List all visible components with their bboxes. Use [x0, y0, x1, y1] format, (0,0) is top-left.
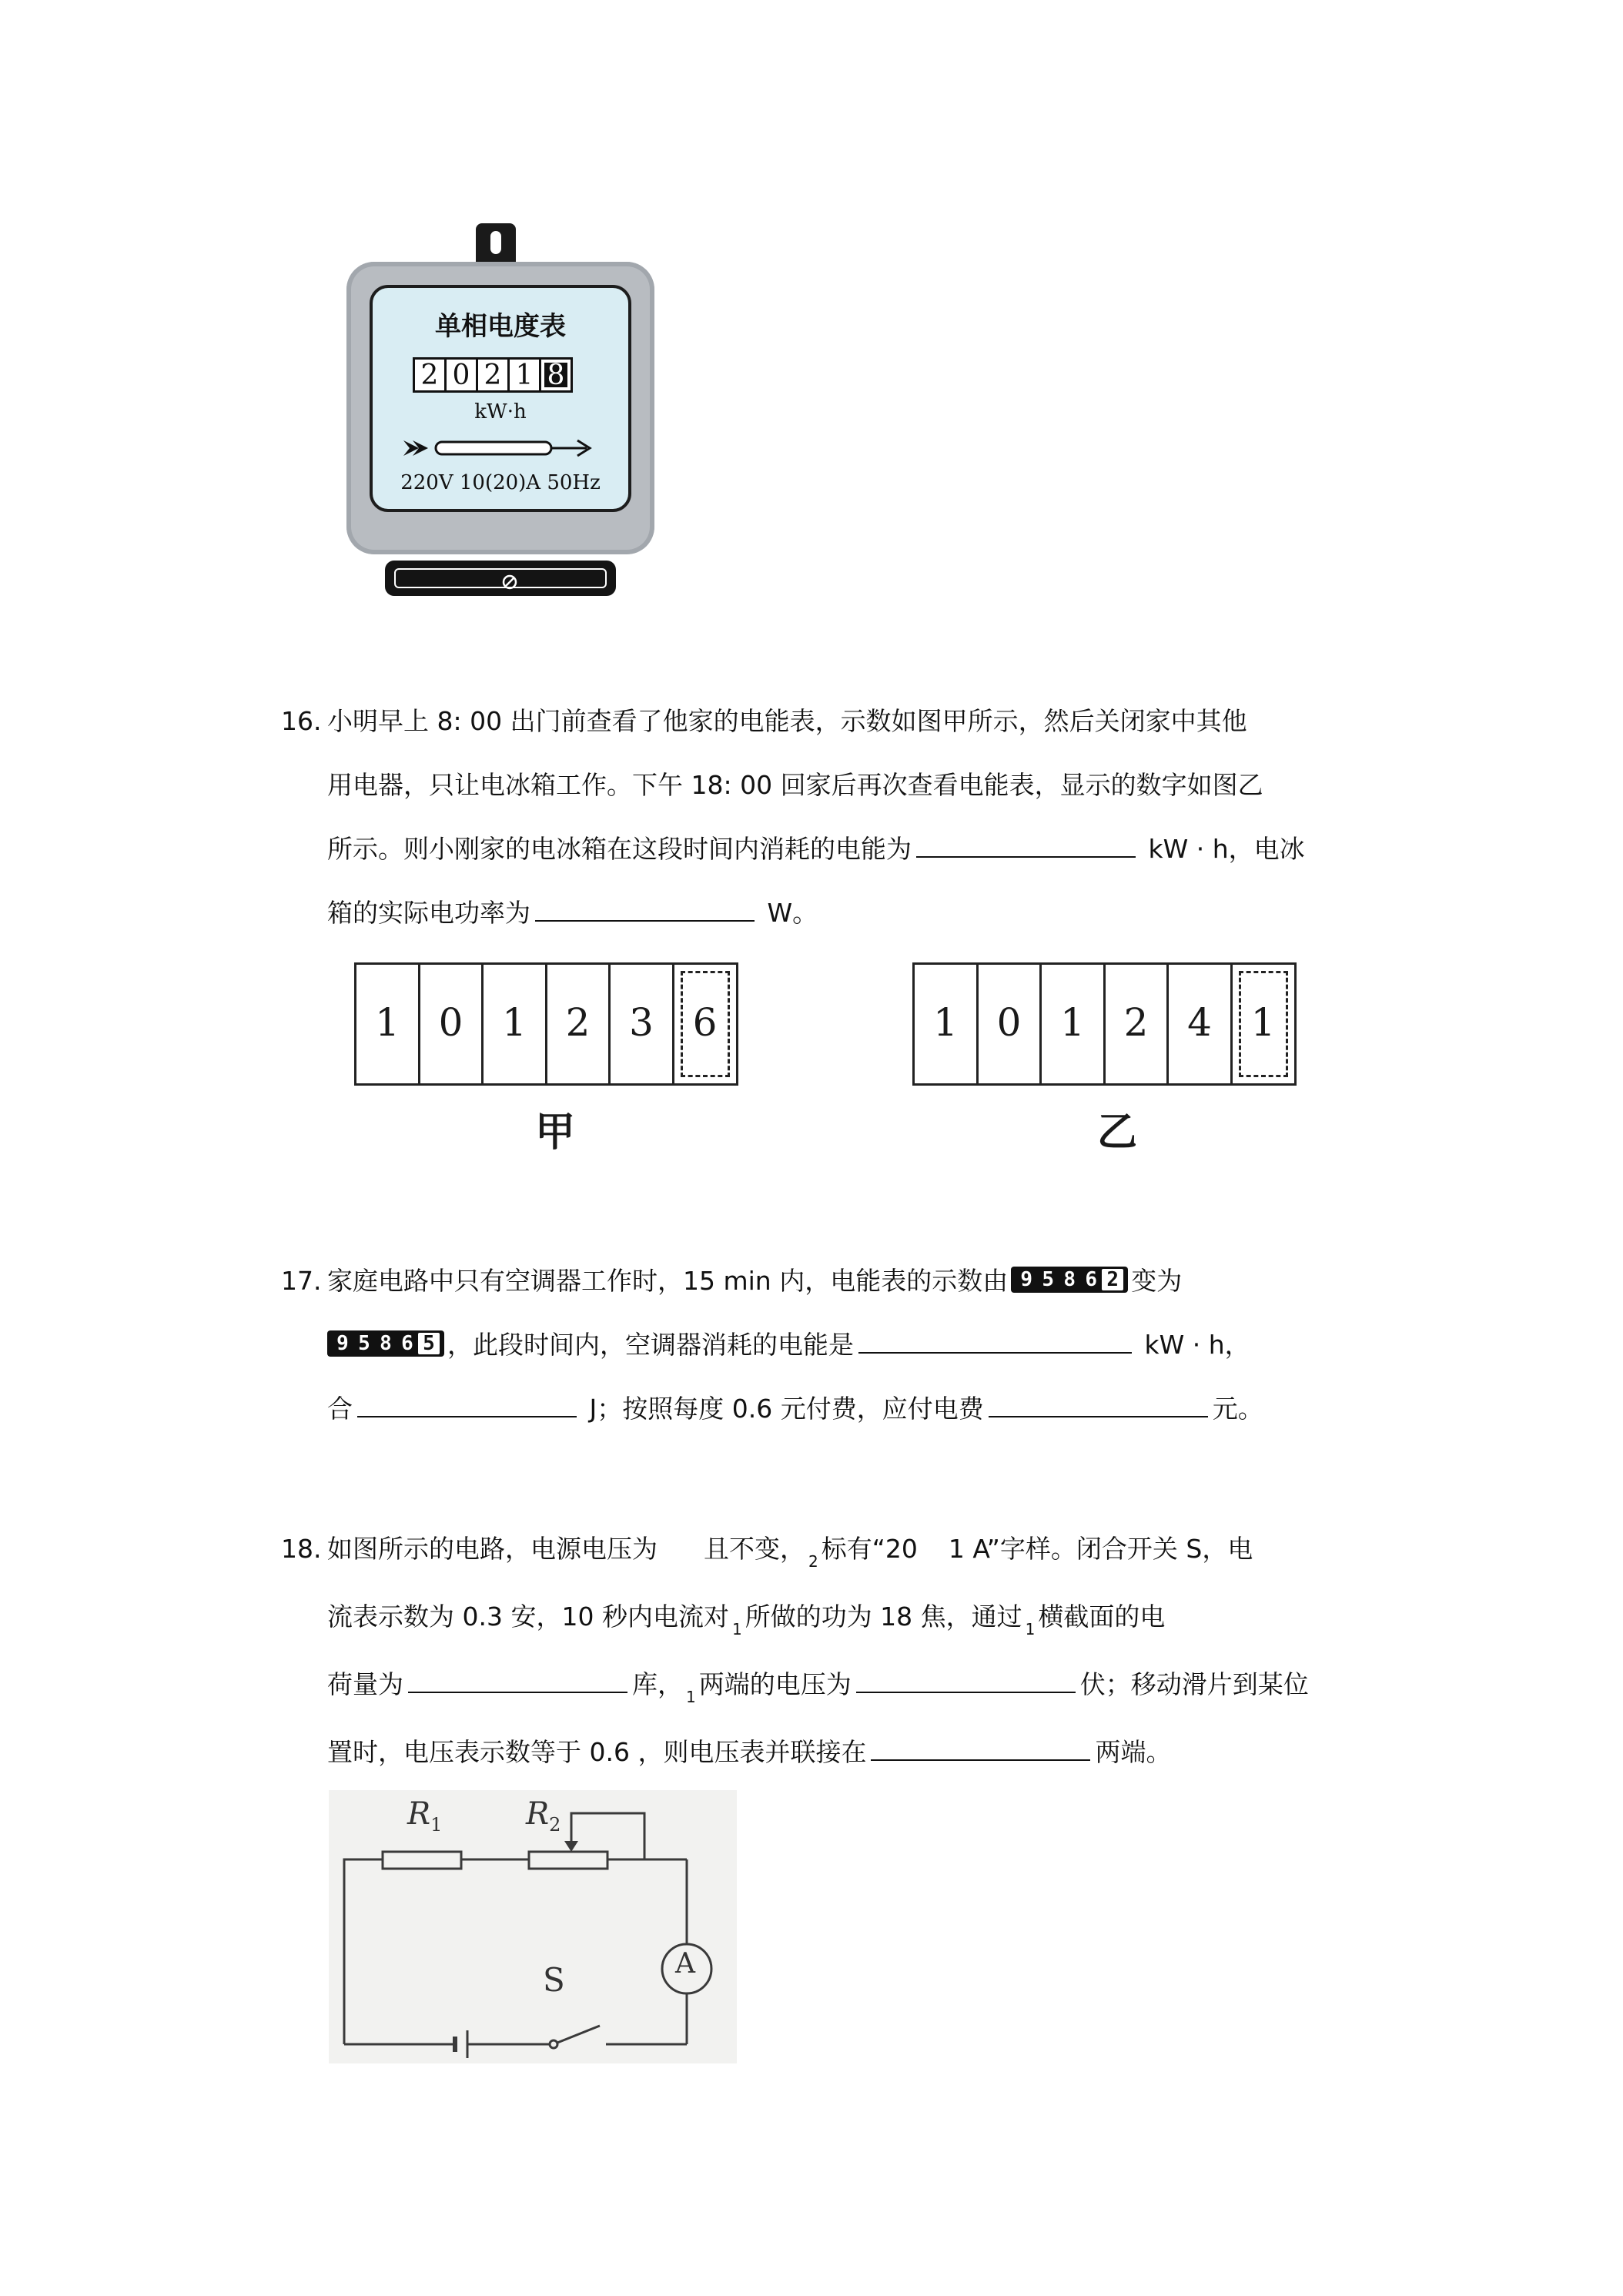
question-text: 家庭电路中只有空调器工作时，15 min 内，电能表的示数由 — [327, 1266, 1009, 1296]
question-text: 荷量为 — [327, 1669, 403, 1699]
counter-jia — [354, 962, 735, 1092]
subscript: 1 — [731, 1620, 742, 1638]
meter-title: 单相电度表 — [435, 311, 566, 342]
ammeter-label: A — [675, 1948, 695, 1980]
subscript: 1 — [686, 1688, 696, 1706]
subscript: 1 — [1025, 1620, 1036, 1638]
question-text: J；按照每度 0.6 元付费，应付电费 — [589, 1394, 984, 1424]
question-text: W。 — [767, 898, 818, 928]
meter-digit: 1 — [507, 357, 541, 393]
question-text: 库， — [632, 1669, 683, 1699]
answer-blank-power[interactable] — [535, 897, 755, 922]
question-text: 且不变， — [704, 1534, 805, 1564]
electric-meter-figure — [346, 223, 654, 608]
question-text: 伏；移动滑片到某位 — [1079, 1669, 1309, 1699]
answer-blank-energy-joules[interactable] — [357, 1393, 577, 1417]
question-text: kW · h， — [1144, 1330, 1250, 1360]
figure-label-jia: 甲 — [535, 1110, 576, 1156]
counter-yi — [912, 962, 1293, 1092]
counter-digit: 1 — [912, 962, 979, 1086]
figure-label-yi: 乙 — [1097, 1110, 1138, 1156]
question-text: 变为 — [1131, 1266, 1183, 1296]
meter-digit: 2 — [476, 357, 510, 393]
question-number: 17. — [281, 1266, 322, 1296]
counter-digit: 1 — [481, 962, 547, 1086]
question-text: 小明早上 8: 00 出门前查看了他家的电能表，示数如图甲所示，然后关闭家中其他 — [327, 706, 1247, 736]
question-16 — [281, 689, 1374, 945]
answer-blank-voltage[interactable] — [856, 1668, 1076, 1693]
answer-blank-charge[interactable] — [408, 1668, 627, 1693]
counter-digit: 2 — [1103, 962, 1170, 1086]
meter-decimal-digit: 8 — [539, 357, 573, 393]
question-text: ，此段时间内，空调器消耗的电能是 — [447, 1330, 854, 1360]
question-text: 标有“20 — [821, 1534, 918, 1564]
counter-decimal-digit: 1 — [1230, 962, 1297, 1086]
answer-blank-energy-kwh[interactable] — [858, 1329, 1132, 1354]
meter-readout-after: 9 5 8 6 5 — [327, 1330, 444, 1357]
question-text: 用电器，只让电冰箱工作。下午 18: 00 回家后再次查看电能表，显示的数字如图乙 — [327, 770, 1263, 800]
meter-digit: 2 — [413, 357, 447, 393]
question-text: kW · h，电冰 — [1148, 834, 1305, 864]
counter-digit: 4 — [1166, 962, 1233, 1086]
counter-digit: 3 — [608, 962, 674, 1086]
question-text: 1 A”字样。闭合开关 S，电 — [948, 1534, 1253, 1564]
question-text: 两端的电压为 — [698, 1669, 852, 1699]
question-text: 箱的实际电功率为 — [327, 898, 530, 928]
energy-meter-readings-figure — [354, 962, 1340, 1163]
question-text: 置时，电压表示数等于 0.6 ，则电压表并联接在 — [327, 1737, 867, 1767]
resistor-r1-label: $R_1$ — [407, 1796, 443, 1836]
meter-unit: kW·h — [474, 400, 527, 423]
counter-digit: 0 — [976, 962, 1042, 1086]
counter-decimal-digit: 6 — [672, 962, 738, 1086]
question-text: 所示。则小刚家的电冰箱在这段时间内消耗的电能为 — [327, 834, 912, 864]
counter-digit: 0 — [418, 962, 484, 1086]
question-text: 两端。 — [1095, 1737, 1172, 1767]
answer-blank-voltmeter-position[interactable] — [871, 1736, 1090, 1761]
question-text: 如图所示的电路，电源电压为 — [327, 1534, 658, 1564]
counter-digit: 1 — [1039, 962, 1106, 1086]
meter-rotating-disc-arrow-icon — [402, 434, 602, 462]
counter-digit: 2 — [545, 962, 611, 1086]
switch-label: S — [543, 1961, 565, 1999]
meter-digit: 0 — [444, 357, 478, 393]
answer-blank-energy[interactable] — [916, 833, 1136, 858]
subscript: 2 — [808, 1552, 818, 1571]
meter-readout-before: 9 5 8 6 2 — [1011, 1267, 1128, 1293]
question-text: 流表示数为 0.3 安，10 秒内电流对 — [327, 1602, 729, 1632]
question-text: 元。 — [1212, 1394, 1263, 1424]
question-number: 16. — [281, 706, 322, 736]
meter-terminal-base — [385, 561, 616, 596]
question-18 — [281, 1517, 1374, 1784]
meter-digit-row — [413, 357, 571, 393]
question-text: 所做的功为 18 焦，通过 — [745, 1602, 1022, 1632]
circuit-diagram-figure — [329, 1790, 737, 2063]
question-text: 横截面的电 — [1038, 1602, 1166, 1632]
meter-rating: 220V 10(20)A 50Hz — [400, 471, 601, 494]
screw-icon — [502, 574, 517, 590]
resistor-r2-label: $R_2$ — [526, 1796, 561, 1836]
meter-body — [346, 262, 654, 554]
question-number: 18. — [281, 1534, 322, 1564]
meter-screen — [370, 285, 631, 512]
counter-digit: 1 — [354, 962, 420, 1086]
question-text: 合 — [327, 1394, 353, 1424]
answer-blank-cost[interactable] — [989, 1393, 1208, 1417]
question-17 — [281, 1249, 1374, 1441]
